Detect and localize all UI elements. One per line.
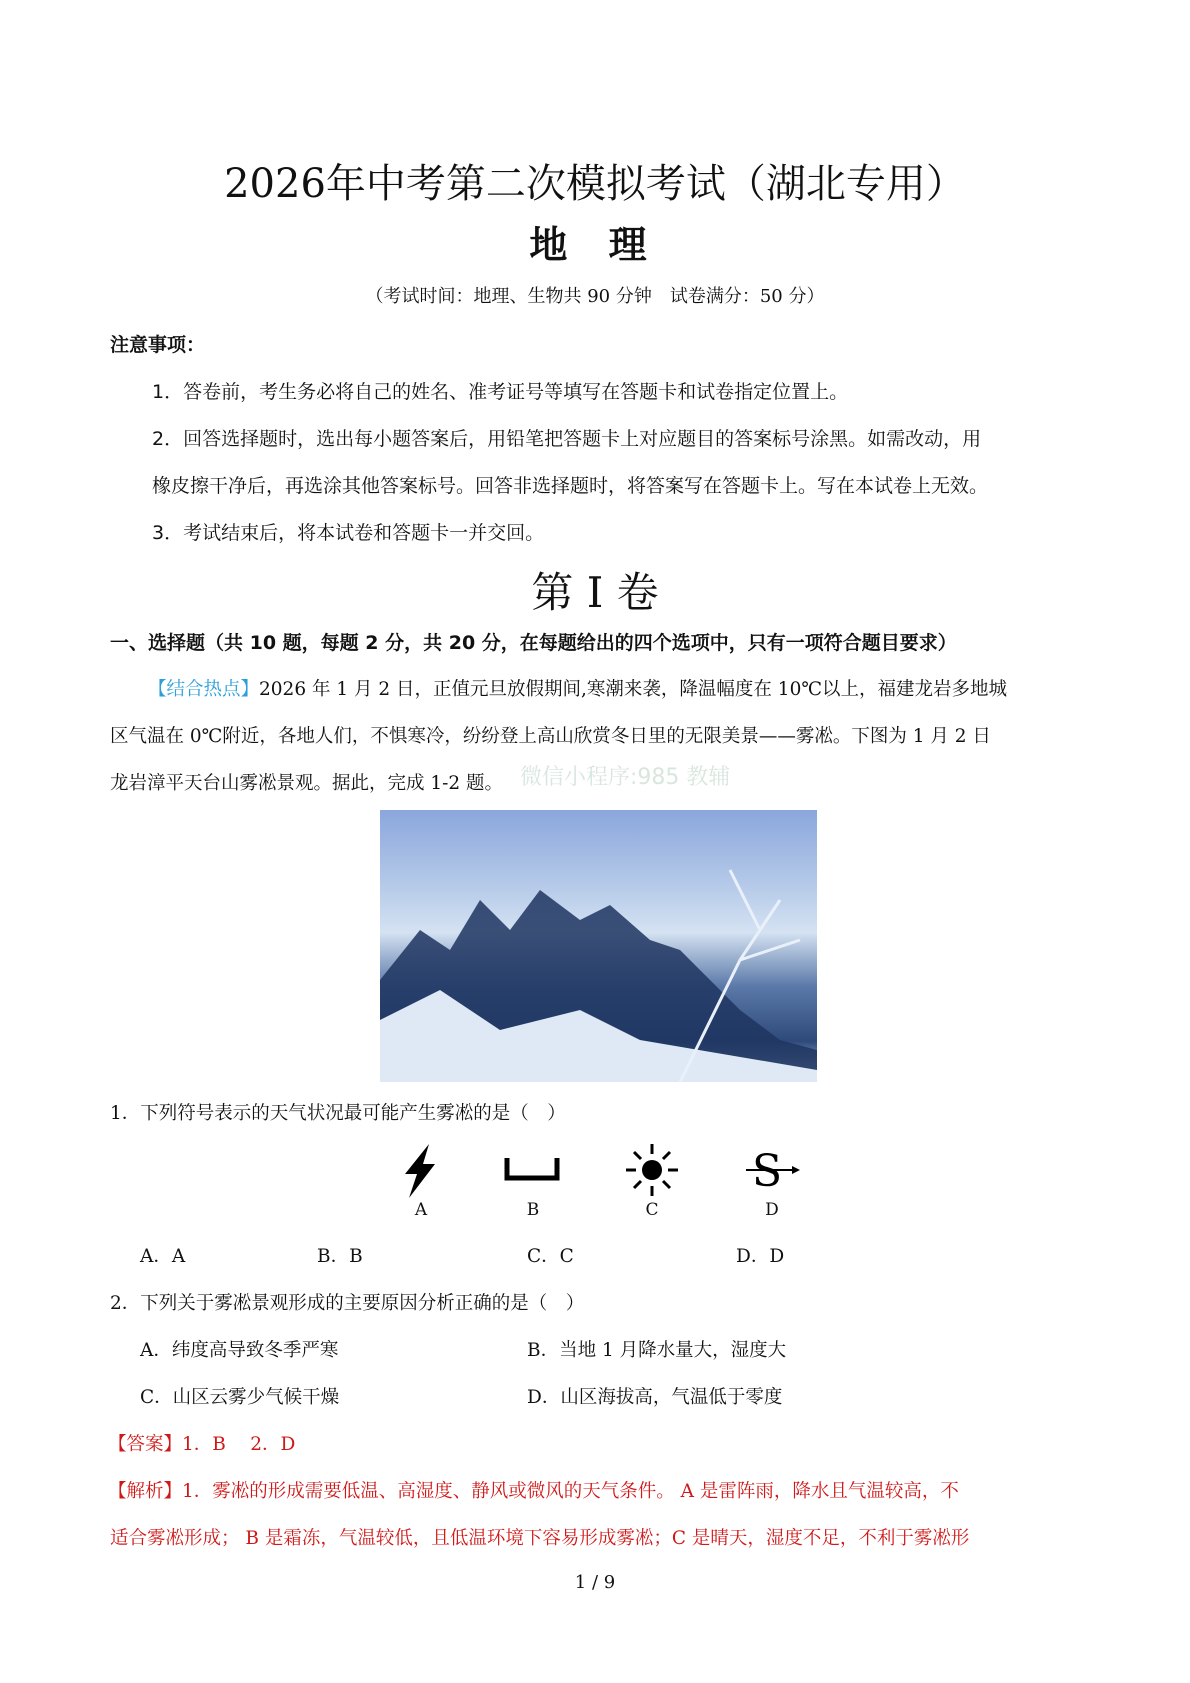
page-number: 1 / 9 <box>574 1572 616 1593</box>
watermark: 微信小程序:985 教辅 <box>520 765 731 790</box>
thunderstorm-icon <box>391 1140 451 1200</box>
symbol-label: C <box>645 1200 659 1220</box>
symbol-label: A <box>414 1200 428 1220</box>
q2-option-b[interactable]: B．当地 1 月降水量大，湿度大 <box>527 1340 787 1361</box>
subject-title: 地 理 <box>529 223 661 267</box>
passage-line-2: 区气温在 0℃附近，各地人们，不惧寒冷，纷纷登上高山欣赏冬日里的无限美景——雾凇。下图为 1 月 2 日 <box>110 726 991 747</box>
q2-option-d[interactable]: D．山区海拔高，气温低于零度 <box>527 1387 783 1408</box>
passage-line-3: 龙岩漳平天台山雾凇景观。据此，完成 1-2 题。 <box>110 773 504 794</box>
section-heading: 一、选择题（共 10 题，每题 2 分，共 20 分，在每题给出的四个选项中，只有一项符合题目要求） <box>110 632 957 654</box>
exam-title: 2026年中考第二次模拟考试（湖北专用） <box>224 161 966 207</box>
q1-option-b[interactable]: B．B <box>317 1246 363 1267</box>
q1-stem: 1．下列符号表示的天气状况最可能产生雾凇的是（ ） <box>110 1103 566 1124</box>
notice-item: 1．答卷前，考生务必将自己的姓名、准考证号等填写在答题卡和试卷指定位置上。 <box>152 381 849 403</box>
q2-option-a[interactable]: A．纬度高导致冬季严寒 <box>140 1340 339 1361</box>
sandstorm-icon <box>742 1140 802 1200</box>
exam-info: （考试时间：地理、生物共 90 分钟 试卷满分：50 分） <box>365 286 825 307</box>
analysis-line-1 <box>108 1477 959 1503</box>
q2-option-c[interactable]: C．山区云雾少气候干燥 <box>140 1387 340 1408</box>
symbol-label: D <box>765 1200 779 1220</box>
hot-tag: 【结合热点】 <box>148 679 260 700</box>
symbol-label: B <box>526 1200 540 1220</box>
answer-tag: 【答案】 <box>108 1434 183 1455</box>
passage-text: 2026 年 1 月 2 日，正值元旦放假期间,寒潮来袭，降温幅度在 10℃以上，福建龙岩多地城 <box>259 679 1008 700</box>
notice-item: 橡皮擦干净后，再选涂其他答案标号。回答非选择题时，将答案写在答题卡上。写在本试卷上无效。 <box>152 475 989 497</box>
volume-title: 第 I 卷 <box>531 568 659 617</box>
q2-stem: 2．下列关于雾凇景观形成的主要原因分析正确的是（ ） <box>110 1293 585 1314</box>
analysis-text: 1．雾凇的形成需要低温、高湿度、静风或微风的天气条件。 A 是雷阵雨，降水且气温较高，不 <box>182 1481 959 1502</box>
frost-icon <box>503 1140 563 1200</box>
q1-option-d[interactable]: D．D <box>736 1246 785 1267</box>
rime-landscape-photo <box>380 810 817 1082</box>
sunny-icon <box>622 1140 682 1200</box>
q1-option-c[interactable]: C．C <box>527 1246 574 1267</box>
q1-option-a[interactable]: A．A <box>140 1246 186 1267</box>
analysis-line-2: 适合雾凇形成； B 是霜冻，气温较低，且低温环境下容易形成雾凇；C 是晴天，湿度不足，不利于雾凇形 <box>110 1528 970 1549</box>
passage-line-1 <box>148 675 1007 701</box>
answer-text: 1．B 2．D <box>182 1434 296 1455</box>
notice-item: 3．考试结束后，将本试卷和答题卡一并交回。 <box>152 522 545 544</box>
analysis-tag: 【解析】 <box>108 1481 183 1502</box>
answer-line <box>108 1430 295 1456</box>
svg-text:S: S <box>752 1146 783 1197</box>
notice-item: 2．回答选择题时，选出每小题答案后，用铅笔把答题卡上对应题目的答案标号涂黑。如需改动，用 <box>152 428 982 450</box>
notice-heading: 注意事项： <box>110 334 206 356</box>
